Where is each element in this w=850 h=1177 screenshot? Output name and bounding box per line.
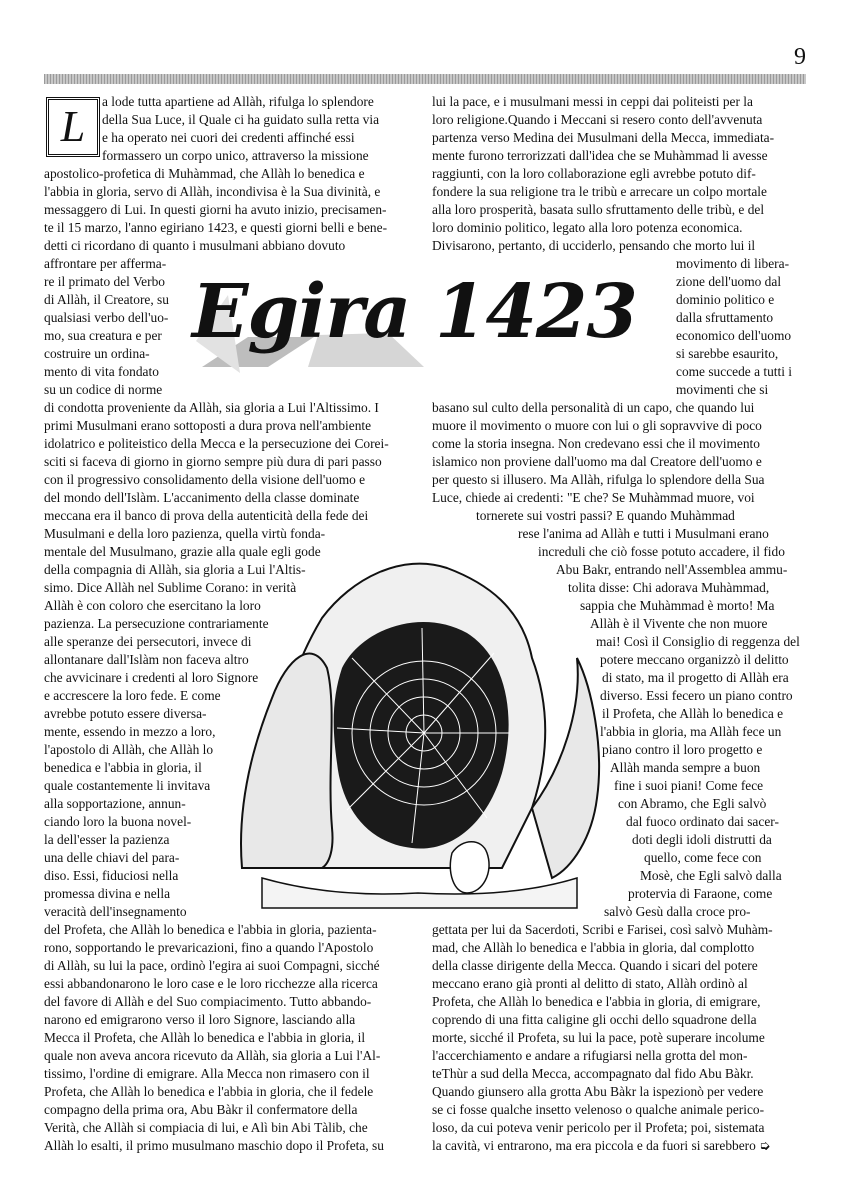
text-line: con Abramo, che Egli salvò: [618, 796, 767, 811]
text-line: mo, sua creatura e per: [44, 328, 162, 343]
text-line: economico dell'uomo: [676, 328, 792, 343]
text-line: avrebbe potuto essere diversa-: [44, 706, 207, 721]
text-line: quale costantemente li invitava: [44, 778, 211, 793]
text-line: affrontare per afferma-: [44, 256, 167, 271]
text-line: alle speranze dei persecutori, invece di: [44, 634, 252, 649]
text-line: il Profeta, che Allàh lo benedica e: [602, 706, 784, 721]
text-line: doti degli idoli distrutti da: [632, 832, 772, 847]
text-line: Allàh lo esalti, il primo musulmano maschio dopo il Profeta, su: [44, 1138, 384, 1153]
text-line: alla sopportazione, annun-: [44, 796, 186, 811]
text-line: meccana era il banco di prova della autenticità della fede dei: [44, 508, 369, 523]
text-line: increduli che ciò fosse potuto accadere, il fido: [538, 544, 785, 559]
text-line: fine i suoi piani! Come fece: [614, 778, 764, 793]
text-line: della classe dirigente della Mecca. Quando i sicari del potere: [432, 958, 758, 973]
text-line: diso. Essi, fiduciosi nella: [44, 868, 179, 883]
text-line: Quando giunsero alla grotta Abu Bàkr la ispezionò per vedere: [432, 1084, 764, 1099]
text-line: re il primato del Verbo: [44, 274, 165, 289]
text-line: dal fuoco ordinato dai sacer-: [626, 814, 779, 829]
text-line: del favore di Allàh e del Suo compiacimento. Tutto abbando-: [44, 994, 372, 1009]
text-line: allontanare dall'Islàm non faceva altro: [44, 652, 249, 667]
text-line: la dell'esser la pazienza: [44, 832, 170, 847]
text-line: Mosè, che Egli salvò dalla: [640, 868, 782, 883]
text-line: benedica e l'abbia in gloria, il: [44, 760, 202, 775]
text-line: narono ed emigrarono verso il loro Signore, lasciando alla: [44, 1012, 356, 1027]
text-line: loso, da cui poteva venir pericolo per il Profeta; poi, sistemata: [432, 1120, 765, 1135]
text-line: apostolico-profetica di Muhàmmad, che Allàh lo benedica e: [44, 166, 365, 181]
text-line: rese l'anima ad Allàh e tutti i Musulmani erano: [518, 526, 769, 541]
text-line: Profeta, che Allàh lo benedica e l'abbia in gloria, di emigrare,: [432, 994, 761, 1009]
text-line: quello, come fece con: [644, 850, 762, 865]
text-line: loro religione.Quando i Meccani si resero conto dell'avvenuta: [432, 112, 763, 127]
cave-illustration: [232, 548, 604, 920]
text-line: pazienza. La persecuzione contrariamente: [44, 616, 269, 631]
text-line: con il progressivo consolidamento della visione dell'uomo e: [44, 472, 366, 487]
text-line: alla loro prosperità, basata sullo sfruttamento delle tribù, e del: [432, 202, 765, 217]
page-number: 9: [794, 44, 806, 70]
text-line: morte, sicché il Profeta, su lui la pace, potè superare incolume: [432, 1030, 765, 1045]
text-line: una delle chiavi del para-: [44, 850, 180, 865]
text-line: veracità dell'insegnamento: [44, 904, 187, 919]
text-line: qualsiasi verbo dell'uo-: [44, 310, 169, 325]
text-line: tissimo, l'ordine di emigrare. Alla Mecca non rimasero con il: [44, 1066, 370, 1081]
text-line: dalla sfruttamento: [676, 310, 774, 325]
text-line: la cavità, vi entrarono, ma era piccola e da fuori si sarebbero ➭: [432, 1138, 771, 1153]
text-line: detti ci ricordano di quanto i musulmani abbiano dovuto: [44, 238, 346, 253]
text-line: zione dell'uomo dal: [676, 274, 782, 289]
text-line: di Allàh, il Creatore, su: [44, 292, 169, 307]
text-line: del mondo dell'Islàm. L'accanimento della classe dominate: [44, 490, 360, 505]
text-line: come la storia insegna. Non credevano essi che il movimento: [432, 436, 760, 451]
text-line: mente furono terrorizzati dall'idea che se Muhàmmad li avesse: [432, 148, 768, 163]
text-line: formassero un corpo unico, attraverso la missione: [102, 148, 369, 163]
text-line: diverso. Essi fecero un piano contro: [600, 688, 793, 703]
text-line: della compagnia di Allàh, sia gloria a Lui l'Altis-: [44, 562, 306, 577]
text-line: mad, che Allàh lo benedica e l'abbia in gloria, dal complotto: [432, 940, 755, 955]
text-line: piano contro il loro progetto e: [602, 742, 763, 757]
text-line: Verità, che Allàh si compiacia di lui, e Alì bin Abi Tàlib, che: [44, 1120, 368, 1135]
text-line: gettata per lui da Sacerdoti, Scribi e Farisei, così salvò Muhàm-: [432, 922, 773, 937]
text-line: a lode tutta apartiene ad Allàh, rifulga lo splendore: [102, 94, 374, 109]
text-line: primi Musulmani erano sottoposti a dura prova nell'ambiente: [44, 418, 372, 433]
text-line: meccano erano già pronti al delitto di stato, Allàh ordinò al: [432, 976, 748, 991]
text-line: promessa divina e nella: [44, 886, 171, 901]
text-line: Allàh manda sempre a buon: [610, 760, 761, 775]
text-line: mento di vita fondato: [44, 364, 159, 379]
text-line: te il 15 marzo, l'anno egiriano 1423, e questi giorni belli e bene-: [44, 220, 388, 235]
text-line: Musulmani e della loro pazienza, quella virtù fonda-: [44, 526, 326, 541]
text-line: tolita disse: Chi adorava Muhàmmad,: [568, 580, 770, 595]
text-line: fondere la sua religione tra le tribù e arrecare un colpo mortale: [432, 184, 767, 199]
text-line: sciti si faceva di giorno in giorno sempre più dura di pari passo: [44, 454, 382, 469]
text-line: e ha operato nei cuori dei credenti affinché essi: [102, 130, 355, 145]
text-line: del Profeta, che Allàh lo benedica e l'abbia in gloria, pazienta-: [44, 922, 377, 937]
text-line: quale non aveva ancora ricevuto da Allàh, sia gloria a Lui l'Al-: [44, 1048, 381, 1063]
text-line: l'apostolo di Allàh, che Allàh lo: [44, 742, 214, 757]
text-line: ciando loro la buona novel-: [44, 814, 192, 829]
text-line: raggiunti, con la loro collaborazione egli avrebbe potuto dif-: [432, 166, 756, 181]
text-line: tornerete sui vostri passi? E quando Muhàmmad: [476, 508, 735, 523]
text-line: teThùr a sud della Mecca, accompagnato dal fido Abu Bàkr.: [432, 1066, 754, 1081]
text-line: salvò Gesù dalla croce pro-: [604, 904, 751, 919]
text-line: Profeta, che Allàh lo benedica e l'abbia in gloria, che il fedele: [44, 1084, 374, 1099]
text-line: movimento di libera-: [676, 256, 790, 271]
text-line: simo. Dice Allàh nel Sublime Corano: in verità: [44, 580, 297, 595]
text-line: si sarebbe esaurito,: [676, 346, 779, 361]
text-line: e accrescere la loro fede. E come: [44, 688, 221, 703]
text-line: l'accerchiamento e andare a rifugiarsi nella grotta del mon-: [432, 1048, 748, 1063]
text-line: l'abbia in gloria, ma Allàh fece un: [600, 724, 782, 739]
text-line: compagno della prima ora, Abu Bàkr il confermatore della: [44, 1102, 358, 1117]
text-line: essi abbandonarono le loro case e le loro ricchezze alla ricerca: [44, 976, 378, 991]
text-line: come succede a tutti i: [676, 364, 793, 379]
text-line: partenza verso Medina dei Musulmani della Mecca, immediata-: [432, 130, 775, 145]
text-line: dominio politico e: [676, 292, 775, 307]
text-line: che avvicinare i credenti al loro Signore: [44, 670, 259, 685]
text-line: movimenti che si: [676, 382, 769, 397]
text-line: mai! Così il Consiglio di reggenza del: [596, 634, 800, 649]
text-line: se ci fosse qualche insetto velenoso o qualche animale perico-: [432, 1102, 765, 1117]
text-line: di Allàh, su lui la pace, ordinò l'egira ai suoi Compagni, sicché: [44, 958, 380, 973]
text-line: Mecca il Profeta, che Allàh lo benedica e l'abbia in gloria, il: [44, 1030, 366, 1045]
text-line: Luce, chiede ai credenti: "E che? Se Muhàmmad muore, voi: [432, 490, 755, 505]
text-line: messaggero di Lui. In questi giorni ha avuto inizio, precisamen-: [44, 202, 387, 217]
text-line: della Sua Luce, il Quale ci ha guidato sulla retta via: [102, 112, 380, 127]
header-bar: [44, 74, 806, 84]
text-line: l'abbia in gloria, servo di Allàh, incondivisa è la Sua divinità, e: [44, 184, 381, 199]
text-line: lui la pace, e i musulmani messi in ceppi dai politeisti per la: [432, 94, 753, 109]
title-graphic: [188, 255, 637, 395]
text-line: rono, sopportando le prevaricazioni, fino a quando l'Apostolo: [44, 940, 374, 955]
text-line: per questo si illusero. Ma Allàh, rifulga lo splendore della Sua: [432, 472, 765, 487]
text-line: di condotta proveniente da Allàh, sia gloria a Lui l'Altissimo. I: [44, 400, 379, 415]
text-line: protervia di Faraone, come: [628, 886, 773, 901]
text-line: Abu Bakr, entrando nell'Assemblea ammu-: [556, 562, 788, 577]
text-line: di stato, ma il progetto di Allàh era: [602, 670, 789, 685]
drop-cap: L: [46, 97, 100, 157]
text-line: idolatrico e politeistico della Mecca e la persecuzione dei Corei-: [44, 436, 389, 451]
text-line: potere meccano organizzò il delitto: [600, 652, 789, 667]
text-line: su un codice di norme: [44, 382, 163, 397]
text-line: Allàh è il Vivente che non muore: [590, 616, 768, 631]
text-line: islamico non proviene dall'uomo ma dal Creatore dell'uomo e: [432, 454, 762, 469]
text-line: sappia che Muhàmmad è morto! Ma: [580, 598, 775, 613]
text-line: loro dominio politico, legato alla loro potenza economica.: [432, 220, 743, 235]
text-line: mente, essendo in mezzo a loro,: [44, 724, 216, 739]
text-line: Allàh è con coloro che esercitano la loro: [44, 598, 261, 613]
text-line: Divisarono, pertanto, di ucciderlo, pensando che morto lui il: [432, 238, 756, 253]
text-line: basano sul culto della personalità di un capo, che quando lui: [432, 400, 755, 415]
text-line: mentale del Musulmano, grazie alla quale egli gode: [44, 544, 321, 559]
title-text: Egira 1423: [192, 269, 637, 355]
text-line: coprendo di una fitta caligine gli occhi dello squadrone della: [432, 1012, 757, 1027]
text-line: muore il movimento o muore con lui o gli sopravvive di poco: [432, 418, 762, 433]
text-line: costruire un ordina-: [44, 346, 150, 361]
